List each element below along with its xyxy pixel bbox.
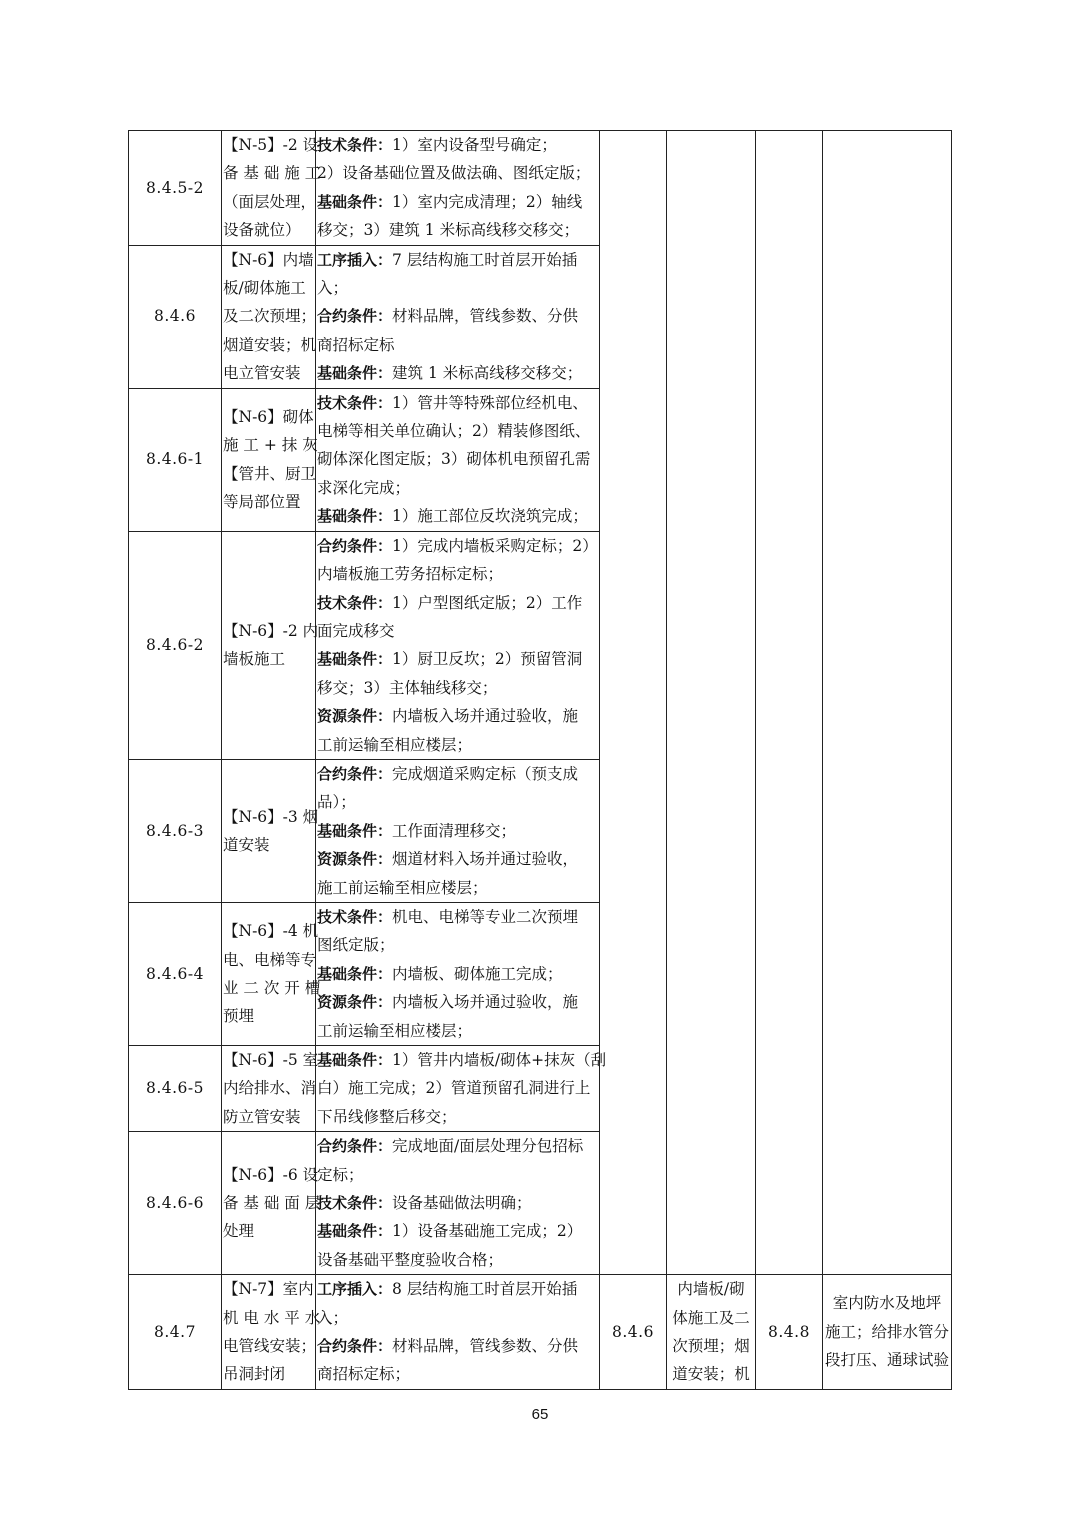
successor-name: [823, 1275, 952, 1390]
condition-text: 移交；3）建筑 1 米标高线移交移交；: [317, 221, 580, 240]
condition-text: 1）管井等特殊部位经机电、: [392, 393, 588, 412]
condition-text: 7 层结构施工时首层开始插: [392, 250, 578, 269]
condition-label: 基础条件：: [317, 821, 393, 840]
predecessor-name-line: 内墙板/砌: [677, 1280, 745, 1299]
condition-label: 基础条件：: [317, 964, 393, 983]
condition-label: 技术条件：: [317, 393, 393, 412]
process-conditions: [316, 388, 600, 531]
condition-label: 基础条件：: [317, 192, 393, 211]
condition-text: 工前运输至相应楼层；: [317, 1021, 473, 1040]
successor-name-line: 施工；给排水管分: [824, 1322, 949, 1341]
process-conditions: [316, 245, 600, 388]
condition-line: [317, 731, 598, 759]
condition-line: [317, 331, 598, 359]
condition-line: [317, 845, 598, 873]
empty-cell: [756, 131, 823, 1275]
condition-label: 基础条件：: [317, 1222, 393, 1241]
process-name-line: 业 二 次 开 槽: [223, 978, 321, 997]
process-name-line: 电、电梯等专: [223, 950, 317, 969]
process-conditions-table: [128, 130, 952, 1390]
condition-text: 1）室内完成清理；2）轴线: [392, 192, 583, 211]
process-name-line: 墙板施工: [223, 650, 286, 669]
condition-line: [317, 788, 598, 816]
condition-text: 完成烟道采购定标（预支成: [392, 764, 579, 783]
condition-line: [317, 445, 598, 473]
condition-label: 工序插入：: [317, 250, 393, 269]
condition-text: 砌体深化图定版；3）砌体机电预留孔需: [317, 450, 591, 469]
condition-text: 内墙板、砌体施工完成；: [392, 964, 563, 983]
condition-line: [317, 1161, 598, 1189]
successor-name-line: 室内防水及地坪: [832, 1294, 942, 1313]
condition-line: [317, 589, 598, 617]
condition-text: 材料品牌，管线参数、分供: [392, 307, 579, 326]
successor-name-line: 段打压、通球试验: [824, 1351, 949, 1370]
condition-text: 2）设备基础位置及做法确、图纸定版；: [317, 164, 591, 183]
process-name-line: 【N-6】-5 室: [223, 1051, 319, 1069]
condition-line: [317, 1017, 598, 1045]
condition-text: 商招标定标: [317, 335, 395, 354]
process-name-line: 设备就位）: [223, 221, 301, 240]
condition-line: [317, 246, 598, 274]
condition-text: 入；: [317, 1308, 349, 1327]
condition-text: 移交；3）主体轴线移交；: [317, 678, 498, 697]
process-name-line: 备 基 础 面 层: [223, 1194, 321, 1213]
condition-line: [317, 560, 598, 588]
condition-text: 内墙板入场并通过验收，施: [392, 993, 579, 1012]
condition-text: 品）；: [317, 793, 356, 812]
condition-label: 基础条件：: [317, 650, 393, 669]
condition-label: 合约条件：: [317, 1337, 393, 1356]
condition-line: [317, 502, 598, 530]
page-number: 65: [531, 1406, 549, 1423]
process-name-line: 【N-6】内墙: [223, 250, 314, 269]
process-code: 8.4.6-5: [129, 1046, 222, 1132]
process-name-line: 板/砌体施工: [223, 279, 306, 298]
condition-line: [317, 1074, 598, 1102]
process-name: [222, 388, 316, 531]
condition-line: [317, 1189, 598, 1217]
condition-text: 1）施工部位反坎浇筑完成；: [392, 507, 588, 526]
process-code: 8.4.5-2: [129, 131, 222, 246]
condition-line: [317, 674, 598, 702]
predecessor-name-line: 次预埋；烟: [672, 1337, 750, 1356]
condition-label: 技术条件：: [317, 1194, 393, 1213]
process-name-line: 等局部位置: [223, 493, 301, 512]
condition-label: 资源条件：: [317, 993, 393, 1012]
condition-text: 1）设备基础施工完成；2）: [392, 1222, 583, 1241]
process-name-line: 烟道安装；机: [223, 335, 317, 354]
condition-text: 1）室内设备型号确定；: [392, 136, 557, 154]
condition-label: 工序插入：: [317, 1280, 393, 1299]
condition-line: [317, 702, 598, 730]
condition-line: [317, 1103, 598, 1131]
condition-text: 下吊线修整后移交；: [317, 1107, 457, 1126]
condition-text: 设备基础做法明确；: [392, 1194, 532, 1213]
process-name-line: （面层处理，: [223, 192, 317, 211]
process-name-line: 【N-6】-3 烟: [223, 807, 319, 826]
condition-label: 基础条件：: [317, 1051, 393, 1069]
process-code: 8.4.7: [129, 1275, 222, 1390]
condition-text: 8 层结构施工时首层开始插: [392, 1280, 578, 1299]
condition-text: 设备基础平整度验收合格；: [317, 1250, 504, 1269]
process-name-line: 【管井、厨卫: [223, 464, 317, 483]
process-name-line: 【N-6】-4 机: [223, 922, 319, 941]
condition-line: [317, 1217, 598, 1245]
condition-text: 烟道材料入场并通过验收，: [392, 850, 579, 869]
empty-cell: [667, 131, 756, 1275]
process-name: [222, 759, 319, 902]
process-name: [222, 245, 316, 388]
condition-text: 白）施工完成；2）管道预留孔洞进行上: [317, 1079, 591, 1098]
condition-line: [317, 874, 598, 902]
process-conditions: [316, 531, 600, 759]
condition-text: 内墙板施工劳务招标定标；: [317, 565, 504, 584]
condition-line: [317, 617, 598, 645]
process-name-line: 道安装: [223, 835, 270, 854]
condition-label: 基础条件：: [317, 507, 393, 526]
empty-cell: [823, 131, 952, 1275]
process-conditions: [316, 1046, 607, 1132]
successor-code: 8.4.8: [756, 1275, 823, 1390]
process-conditions: [316, 1275, 600, 1390]
predecessor-name-line: 体施工及二: [672, 1308, 750, 1327]
condition-label: 合约条件：: [317, 536, 393, 555]
process-conditions: [316, 1132, 600, 1275]
process-name: [222, 902, 321, 1045]
condition-text: 内墙板入场并通过验收，施: [392, 707, 579, 726]
condition-line: [317, 302, 598, 330]
condition-line: [317, 532, 598, 560]
process-code: 8.4.6-2: [129, 531, 222, 759]
condition-label: 资源条件：: [317, 707, 393, 726]
empty-cell: [600, 131, 667, 1275]
condition-label: 技术条件：: [317, 593, 393, 612]
condition-text: 工作面清理移交；: [392, 821, 517, 840]
condition-line: [317, 760, 598, 788]
process-name-line: 防立管安装: [223, 1107, 301, 1126]
process-name-line: 预埋: [223, 1007, 255, 1026]
condition-line: [317, 1360, 598, 1388]
condition-line: [317, 903, 598, 931]
process-name: [222, 131, 321, 246]
condition-line: [317, 417, 598, 445]
condition-text: 工前运输至相应楼层；: [317, 735, 473, 754]
process-code: 8.4.6-4: [129, 902, 222, 1045]
predecessor-name-line: 道安装；机: [672, 1365, 750, 1384]
condition-label: 资源条件：: [317, 850, 393, 869]
process-name: [222, 1132, 321, 1275]
process-name-line: 备 基 础 施 工: [223, 164, 321, 183]
process-name: [222, 1275, 321, 1390]
process-name-line: 处理: [223, 1222, 255, 1241]
condition-text: 商招标定标；: [317, 1365, 411, 1384]
condition-line: [317, 474, 598, 502]
condition-line: [317, 931, 598, 959]
process-code: 8.4.6: [129, 245, 222, 388]
condition-text: 1）管井内墙板/砌体+抹灰（刮: [392, 1051, 607, 1069]
condition-line: [317, 131, 598, 159]
process-code: 8.4.6-3: [129, 759, 222, 902]
condition-text: 施工前运输至相应楼层；: [317, 878, 488, 897]
condition-text: 完成地面/面层处理分包招标: [392, 1137, 584, 1156]
condition-line: [317, 188, 598, 216]
condition-line: [317, 645, 598, 673]
condition-line: [317, 159, 598, 187]
condition-text: 面完成移交: [317, 621, 395, 640]
predecessor-name: [667, 1275, 756, 1390]
condition-text: 定标；: [317, 1165, 364, 1184]
process-name-line: 电立管安装: [223, 364, 301, 383]
condition-text: 电梯等相关单位确认；2）精装修图纸、: [317, 422, 591, 441]
process-name-line: 吊洞封闭: [223, 1365, 286, 1384]
condition-label: 技术条件：: [317, 136, 393, 154]
condition-text: 求深化完成；: [317, 478, 411, 497]
table-row: [129, 131, 952, 246]
condition-line: [317, 817, 598, 845]
condition-line: [317, 274, 598, 302]
process-conditions: [316, 902, 600, 1045]
condition-line: [317, 1332, 598, 1360]
condition-line: [317, 960, 598, 988]
condition-line: [317, 1304, 598, 1332]
condition-line: [317, 216, 598, 244]
condition-line: [317, 1275, 598, 1303]
process-name-line: 电管线安装；: [223, 1337, 317, 1356]
process-name-line: 施 工 + 抹 灰: [223, 436, 318, 455]
process-code: 8.4.6-1: [129, 388, 222, 531]
process-name-line: 内给排水、消: [223, 1079, 317, 1098]
condition-text: 建筑 1 米标高线移交移交；: [392, 364, 583, 383]
condition-label: 合约条件：: [317, 1137, 393, 1156]
condition-line: [317, 389, 598, 417]
condition-label: 技术条件：: [317, 907, 393, 926]
condition-text: 机电、电梯等专业二次预埋: [392, 907, 579, 926]
predecessor-code: 8.4.6: [600, 1275, 667, 1390]
process-name: [222, 531, 319, 759]
condition-label: 合约条件：: [317, 764, 393, 783]
process-conditions: [316, 759, 600, 902]
condition-text: 1）厨卫反坎；2）预留管洞: [392, 650, 583, 669]
condition-text: 图纸定版；: [317, 936, 395, 955]
process-code: 8.4.6-6: [129, 1132, 222, 1275]
process-name-line: 【N-6】-6 设: [223, 1165, 319, 1184]
process-name-line: 【N-7】室内: [223, 1280, 314, 1299]
condition-text: 1）完成内墙板采购定标；2）: [392, 536, 598, 555]
condition-label: 合约条件：: [317, 307, 393, 326]
process-name-line: 【N-6】砌体: [223, 407, 314, 426]
condition-text: 入；: [317, 279, 349, 298]
process-name-line: 机 电 水 平 水: [223, 1308, 321, 1327]
condition-line: [317, 988, 598, 1016]
condition-text: 1）户型图纸定版；2）工作: [392, 593, 583, 612]
condition-line: [317, 359, 598, 387]
process-name-line: 【N-6】-2 内: [223, 621, 319, 640]
condition-line: [317, 1246, 598, 1274]
condition-line: [317, 1132, 598, 1160]
process-name-line: 及二次预埋；: [223, 307, 317, 326]
condition-label: 基础条件：: [317, 364, 393, 383]
process-name: [222, 1046, 319, 1132]
condition-line: [317, 1046, 607, 1074]
process-name-line: 【N-5】-2 设: [223, 136, 319, 154]
process-conditions: [316, 131, 600, 246]
condition-text: 材料品牌，管线参数、分供: [392, 1337, 579, 1356]
table-row: [129, 1275, 952, 1390]
